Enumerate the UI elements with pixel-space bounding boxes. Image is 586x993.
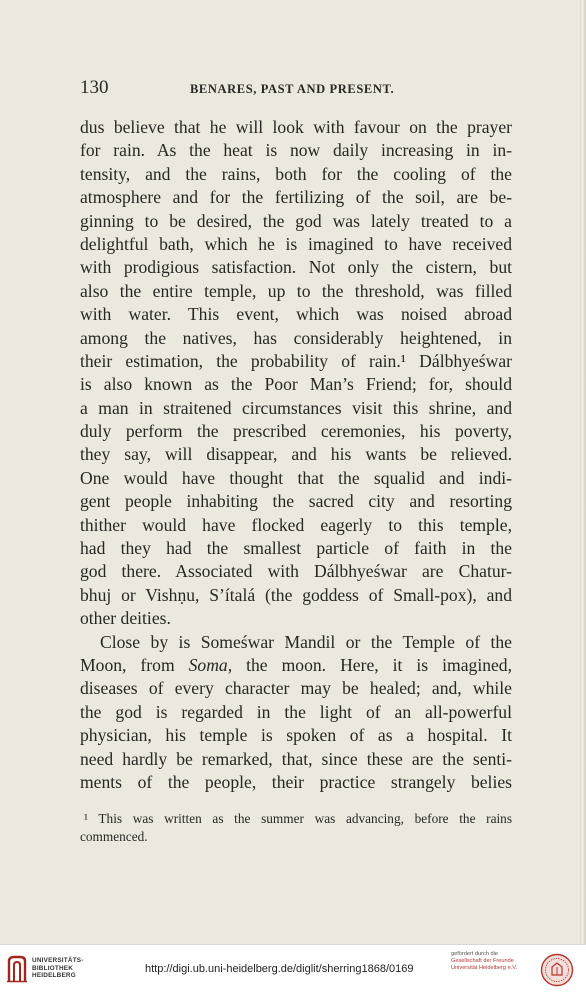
- text-line: thither would have flocked eagerly to this temple,: [80, 514, 512, 535]
- text-line: diseases of every character may be healed; and, while: [80, 678, 512, 699]
- text-line: physician, his temple is spoken of as a hospital. It: [80, 725, 512, 746]
- italic-term: Soma,: [188, 654, 233, 675]
- page-number: 130: [80, 77, 109, 98]
- paragraph-first-line: Close by is Someśwar Mandil or the Temple of the: [100, 631, 512, 652]
- text-line: bhuj or Vishṇu, S’ítalá (the goddess of Small-pox), and: [80, 584, 512, 605]
- text-line: for rain. As the heat is now daily increasing in in-: [80, 140, 512, 161]
- footnote-line: commenced.: [80, 828, 148, 844]
- university-seal-icon: [540, 953, 574, 987]
- running-head: [80, 77, 512, 99]
- text-line: dus believe that he will look with favour on the prayer: [80, 117, 512, 137]
- text-line: tensity, and the rains, both for the cooling of the: [80, 163, 512, 184]
- text-line: their estimation, the probability of rain.¹ Dálbhyeśwar: [80, 350, 512, 371]
- text-line: among the natives, has considerably heightened, in: [80, 327, 512, 348]
- text-line: god there. Associated with Dálbhyeśwar are Chatur-: [80, 561, 512, 582]
- library-name: UNIVERSITÄTS- BIBLIOTHEK HEIDELBERG: [32, 957, 84, 980]
- text-line: also the entire temple, up to the threshold, was filled: [80, 280, 512, 301]
- digitization-footer: [0, 944, 586, 993]
- text-line: a man in straitened circumstances visit this shrine, and: [80, 397, 512, 418]
- body-text: [80, 116, 512, 794]
- permalink[interactable]: http://digi.ub.uni-heidelberg.de/diglit/sherring1868/0169: [145, 963, 414, 975]
- text-line: need hardly be remarked, that, since these are the senti-: [80, 748, 512, 769]
- text-line: ments of the people, their practice strangely belies: [80, 771, 512, 792]
- text-line: ginning to be desired, the god was lately treated to a: [80, 210, 512, 231]
- sponsor-note: gefördert durch die Gesellschaft der Freunde Universität Heidelberg e.V.: [451, 951, 518, 971]
- text-line: they say, will disappear, and his wants be relieved.: [80, 444, 512, 465]
- text-line: had they had the smallest particle of faith in the: [80, 538, 512, 559]
- text-line: is also known as the Poor Man’s Friend; for, should: [80, 374, 512, 395]
- footnote: [80, 810, 512, 845]
- text-line: other deities.: [80, 608, 171, 629]
- text-line: duly perform the prescribed ceremonies, his poverty,: [80, 421, 512, 442]
- library-logo-icon: [6, 955, 28, 983]
- text-line: gent people inhabiting the sacred city and resorting: [80, 491, 512, 512]
- text-line: Moon, from Soma, the moon. Here, it is imagined,: [80, 654, 513, 675]
- text-line: with water. This event, which was noised abroad: [80, 304, 512, 325]
- page-edge: [580, 0, 586, 944]
- text-line: One would have thought that the squalid and indi-: [80, 467, 512, 488]
- footnote-line: ¹ This was written as the summer was advancing, before the rains: [84, 811, 512, 826]
- running-title: BENARES, PAST AND PRESENT.: [190, 82, 395, 96]
- text-line: atmosphere and for the fertilizing of the soil, are be-: [80, 187, 512, 208]
- text-line: with prodigious satisfaction. Not only the cistern, but: [80, 257, 512, 278]
- text-line: delightful bath, which he is imagined to have received: [80, 233, 512, 254]
- text-line: the god is regarded in the light of an all-powerful: [80, 701, 512, 722]
